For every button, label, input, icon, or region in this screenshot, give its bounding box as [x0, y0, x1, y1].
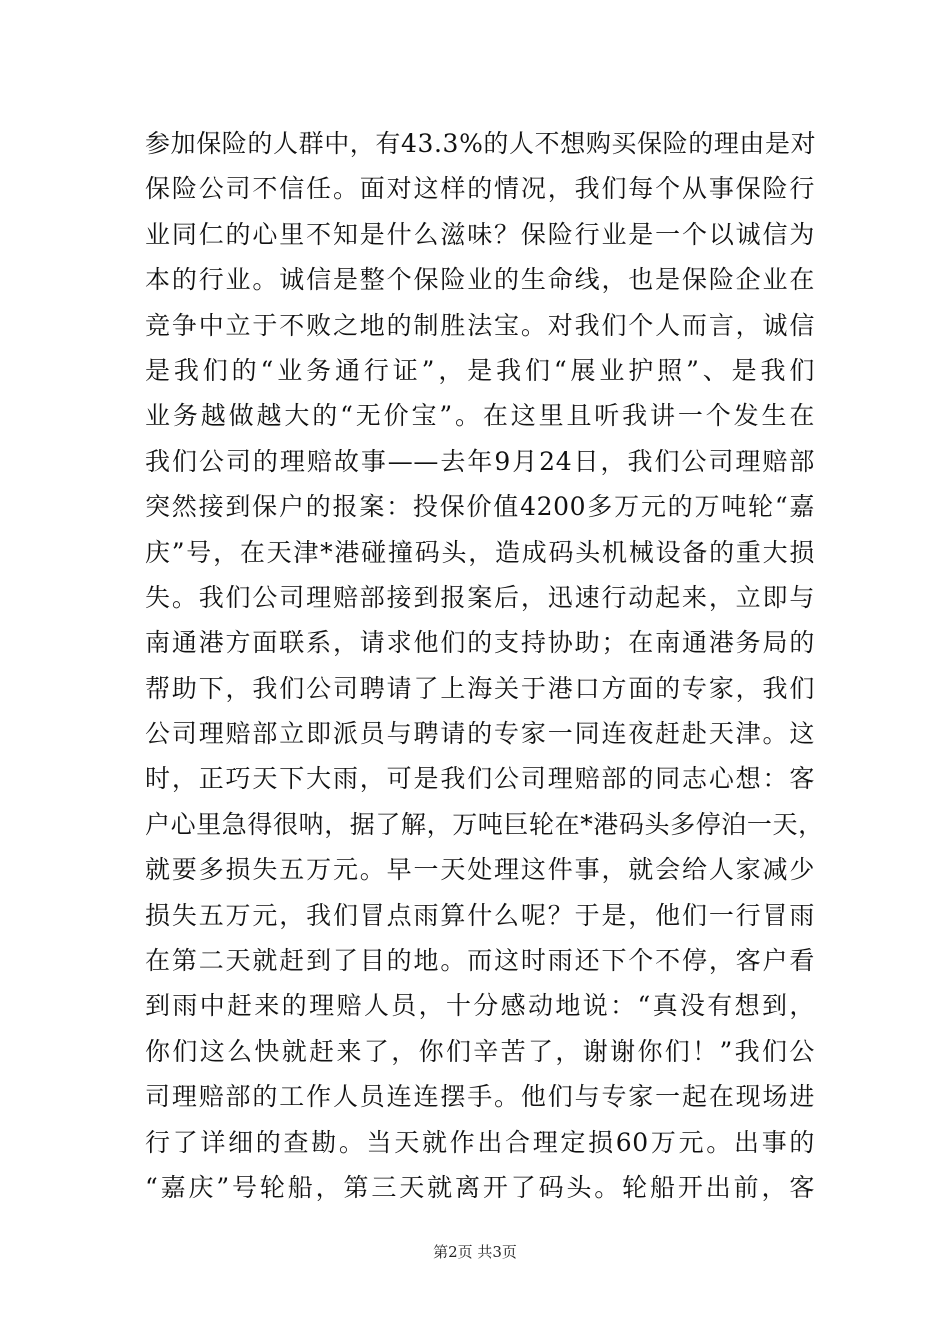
- page-footer: [0, 1241, 950, 1262]
- text-line: 本的行业。诚信是整个保险业的生命线，也是保险企业在: [145, 265, 815, 295]
- body-text: [145, 121, 824, 1210]
- text-line: 竞争中立于不败之地的制胜法宝。对我们个人而言，诚信: [145, 310, 815, 340]
- text-line: 业务越做越大的“无价宝”。在这里且听我讲一个发生在: [145, 401, 815, 431]
- text-line: 公司理赔部立即派员与聘请的专家一同连夜赶赴天津。这: [145, 719, 815, 749]
- text-line: 到雨中赶来的理赔人员，十分感动地说：“真没有想到，: [145, 991, 815, 1021]
- text-line: 司理赔部的工作人员连连摆手。他们与专家一起在现场进: [145, 1082, 815, 1112]
- text-line: 突然接到保户的报案：投保价值4200多万元的万吨轮“嘉: [145, 492, 815, 522]
- text-line: “嘉庆”号轮船，第三天就离开了码头。轮船开出前，客: [145, 1172, 815, 1202]
- text-line: 参加保险的人群中，有43.3%的人不想购买保险的理由是对: [145, 129, 817, 158]
- text-line: 庆”号，在天津*港碰撞码头，造成码头机械设备的重大损: [145, 537, 815, 567]
- text-line: 我们公司的理赔故事——去年9月24日，我们公司理赔部: [145, 446, 815, 476]
- text-line: 你们这么快就赶来了，你们辛苦了，谢谢你们！”我们公: [145, 1036, 815, 1066]
- text-line: 南通港方面联系，请求他们的支持协助；在南通港务局的: [145, 628, 815, 658]
- text-line: 失。我们公司理赔部接到报案后，迅速行动起来，立即与: [145, 582, 815, 612]
- text-line: 保险公司不信任。面对这样的情况，我们每个从事保险行: [145, 174, 815, 204]
- text-line: 是我们的“业务通行证”，是我们“展业护照”、是我们: [145, 355, 815, 385]
- text-line: 在第二天就赶到了目的地。而这时雨还下个不停，客户看: [145, 946, 815, 976]
- text-line: 户心里急得很呐，据了解，万吨巨轮在*港码头多停泊一天，: [145, 809, 824, 839]
- text-line: 帮助下，我们公司聘请了上海关于港口方面的专家，我们: [145, 673, 815, 703]
- text-line: 损失五万元，我们冒点雨算什么呢？于是，他们一行冒雨: [145, 900, 815, 930]
- text-line: 业同仁的心里不知是什么滋味？保险行业是一个以诚信为: [145, 219, 815, 249]
- text-line: 时，正巧天下大雨，可是我们公司理赔部的同志心想：客: [145, 764, 815, 794]
- page-number-label: 第2页 共3页: [433, 1243, 517, 1261]
- text-line: 就要多损失五万元。早一天处理这件事，就会给人家减少: [145, 855, 815, 885]
- text-line: 行了详细的查勘。当天就作出合理定损60万元。出事的: [145, 1127, 815, 1157]
